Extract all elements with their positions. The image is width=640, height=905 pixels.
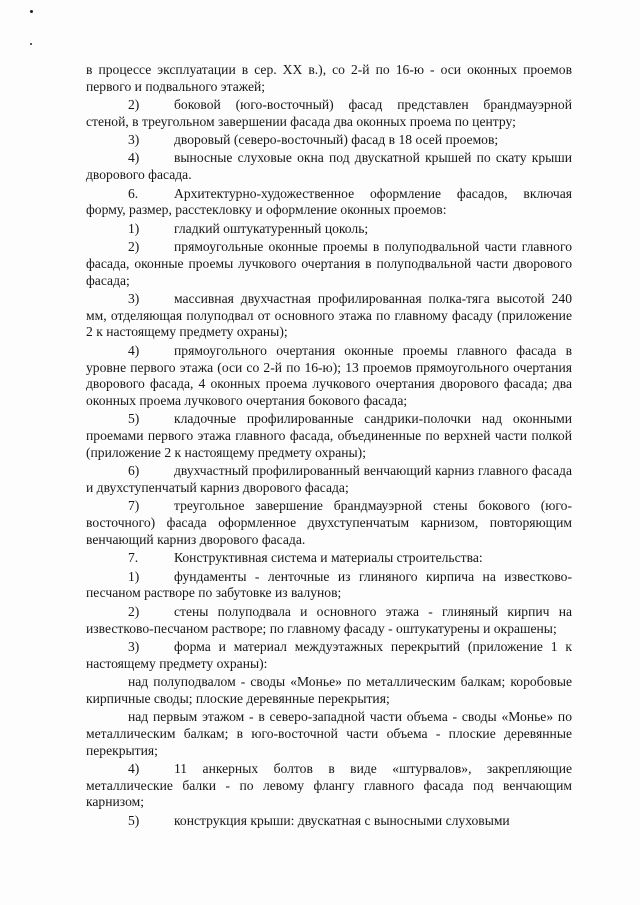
paragraph-text: двухчастный профилированный венчающий карниз главного фасада и двухступенчатый карниз дворового фасада; <box>86 463 572 496</box>
item-number: 3) <box>128 290 140 306</box>
list-item <box>86 221 572 238</box>
paragraph-text: выносные слуховые окна под двускатной крышей по скату крыши дворового фасада. <box>86 150 572 183</box>
paragraph-text: над полуподвалом - своды «Монье» по металлическим балкам; коробовые кирпичные своды; плоские деревянные перекрытия; <box>86 673 572 706</box>
paragraph-text: кладочные профилированные сандрики-полочки над оконными проемами первого этажа главного фасада, объединенные по верхней части полкой (приложение 2 к настоящему предмету охраны); <box>86 411 572 461</box>
list-item <box>86 813 572 830</box>
item-number: 4) <box>128 760 140 776</box>
paragraph <box>86 62 572 96</box>
document-page <box>86 62 572 831</box>
item-number: 3) <box>128 132 140 148</box>
list-item <box>86 639 572 673</box>
paragraph-text: дворовый (северо-восточный) фасад в 18 осей проемов; <box>174 132 499 148</box>
list-item <box>86 411 572 461</box>
list-item <box>86 291 572 341</box>
item-number: 1) <box>128 220 140 236</box>
list-item <box>86 604 572 638</box>
scan-dot-mark <box>30 10 33 13</box>
item-number: 2) <box>128 97 140 113</box>
item-number: 3) <box>128 638 140 654</box>
scan-dot-mark <box>30 43 32 45</box>
item-number: 2) <box>128 603 140 619</box>
paragraph-text: конструкция крыши: двускатная с выносными слуховыми <box>174 812 510 828</box>
list-item <box>86 343 572 410</box>
item-number: 1) <box>128 568 140 584</box>
list-item <box>86 150 572 184</box>
item-number: 5) <box>128 812 140 828</box>
item-number: 7) <box>128 498 140 514</box>
paragraph-text: прямоугольные оконные проемы в полуподвальной части главного фасада, оконные проемы лучкового очертания в полуподвальной части дворового фасада; <box>86 238 572 288</box>
section-heading <box>86 550 572 567</box>
paragraph-text: массивная двухчастная профилированная полка-тяга высотой 240 мм, отделяющая полуподвал от основного этажа по главному фасаду (приложение 2 к настоящему предмету охраны); <box>86 290 572 340</box>
item-number: 7. <box>128 550 139 566</box>
paragraph-text: над первым этажом - в северо-западной части объема - своды «Монье» по металлическим балкам; в юго-восточной части объема - плоские деревянные перекрытия; <box>86 708 572 758</box>
paragraph-text: стены полуподвала и основного этажа - глиняный кирпич на известково-песчаном растворе; по главному фасаду - оштукатурены и окрашены; <box>86 603 572 636</box>
paragraph <box>86 709 572 759</box>
list-item <box>86 239 572 289</box>
paragraph-text: Конструктивная система и материалы строительства: <box>174 550 483 566</box>
item-number: 4) <box>128 150 140 166</box>
paragraph-text: фундаменты - ленточные из глиняного кирпича на известково-песчаном растворе по забутовке из валунов; <box>86 568 572 601</box>
paragraph-text: форма и материал междуэтажных перекрытий (приложение 1 к настоящему предмету охраны): <box>86 638 572 671</box>
paragraph-text: Архитектурно-художественное оформление фасадов, включая форму, размер, расстекловку и оформление оконных проемов: <box>86 185 572 218</box>
list-item <box>86 132 572 149</box>
list-item <box>86 97 572 131</box>
item-number: 4) <box>128 342 140 358</box>
paragraph <box>86 674 572 708</box>
item-number: 6) <box>128 463 140 479</box>
item-number: 2) <box>128 238 140 254</box>
item-number: 6. <box>128 185 139 201</box>
paragraph-text: гладкий оштукатуренный цоколь; <box>174 220 369 236</box>
paragraph-text: боковой (юго-восточный) фасад представлен брандмауэрной стеной, в треугольном завершении фасада два оконных проема по центру; <box>86 97 572 129</box>
item-number: 5) <box>128 411 140 427</box>
paragraph-text: в процессе эксплуатации в сер. XX в.), со 2-й по 16-ю - оси оконных проемов первого и подвального этажей; <box>86 62 572 94</box>
list-item <box>86 463 572 497</box>
paragraph-text: 11 анкерных болтов в виде «штурвалов», закрепляющие металлические балки - по левому флангу главного фасада под венчающим карнизом; <box>86 760 572 810</box>
paragraph-text: прямоугольного очертания оконные проемы главного фасада в уровне первого этажа (оси со 2-й по 16-ю); 13 проемов прямоугольного очертания дворового фасада, 4 оконных проема лучкового очертания дворового фасада; два оконных проема лучкового очертания бокового фасада; <box>86 342 572 409</box>
list-item <box>86 761 572 811</box>
list-item <box>86 498 572 548</box>
list-item <box>86 569 572 603</box>
section-heading <box>86 186 572 220</box>
paragraph-text: треугольное завершение брандмауэрной стены бокового (юго-восточного) фасада оформленное двухступенчатым карнизом, повторяющим венчающий карниз дворового фасада. <box>86 498 572 548</box>
